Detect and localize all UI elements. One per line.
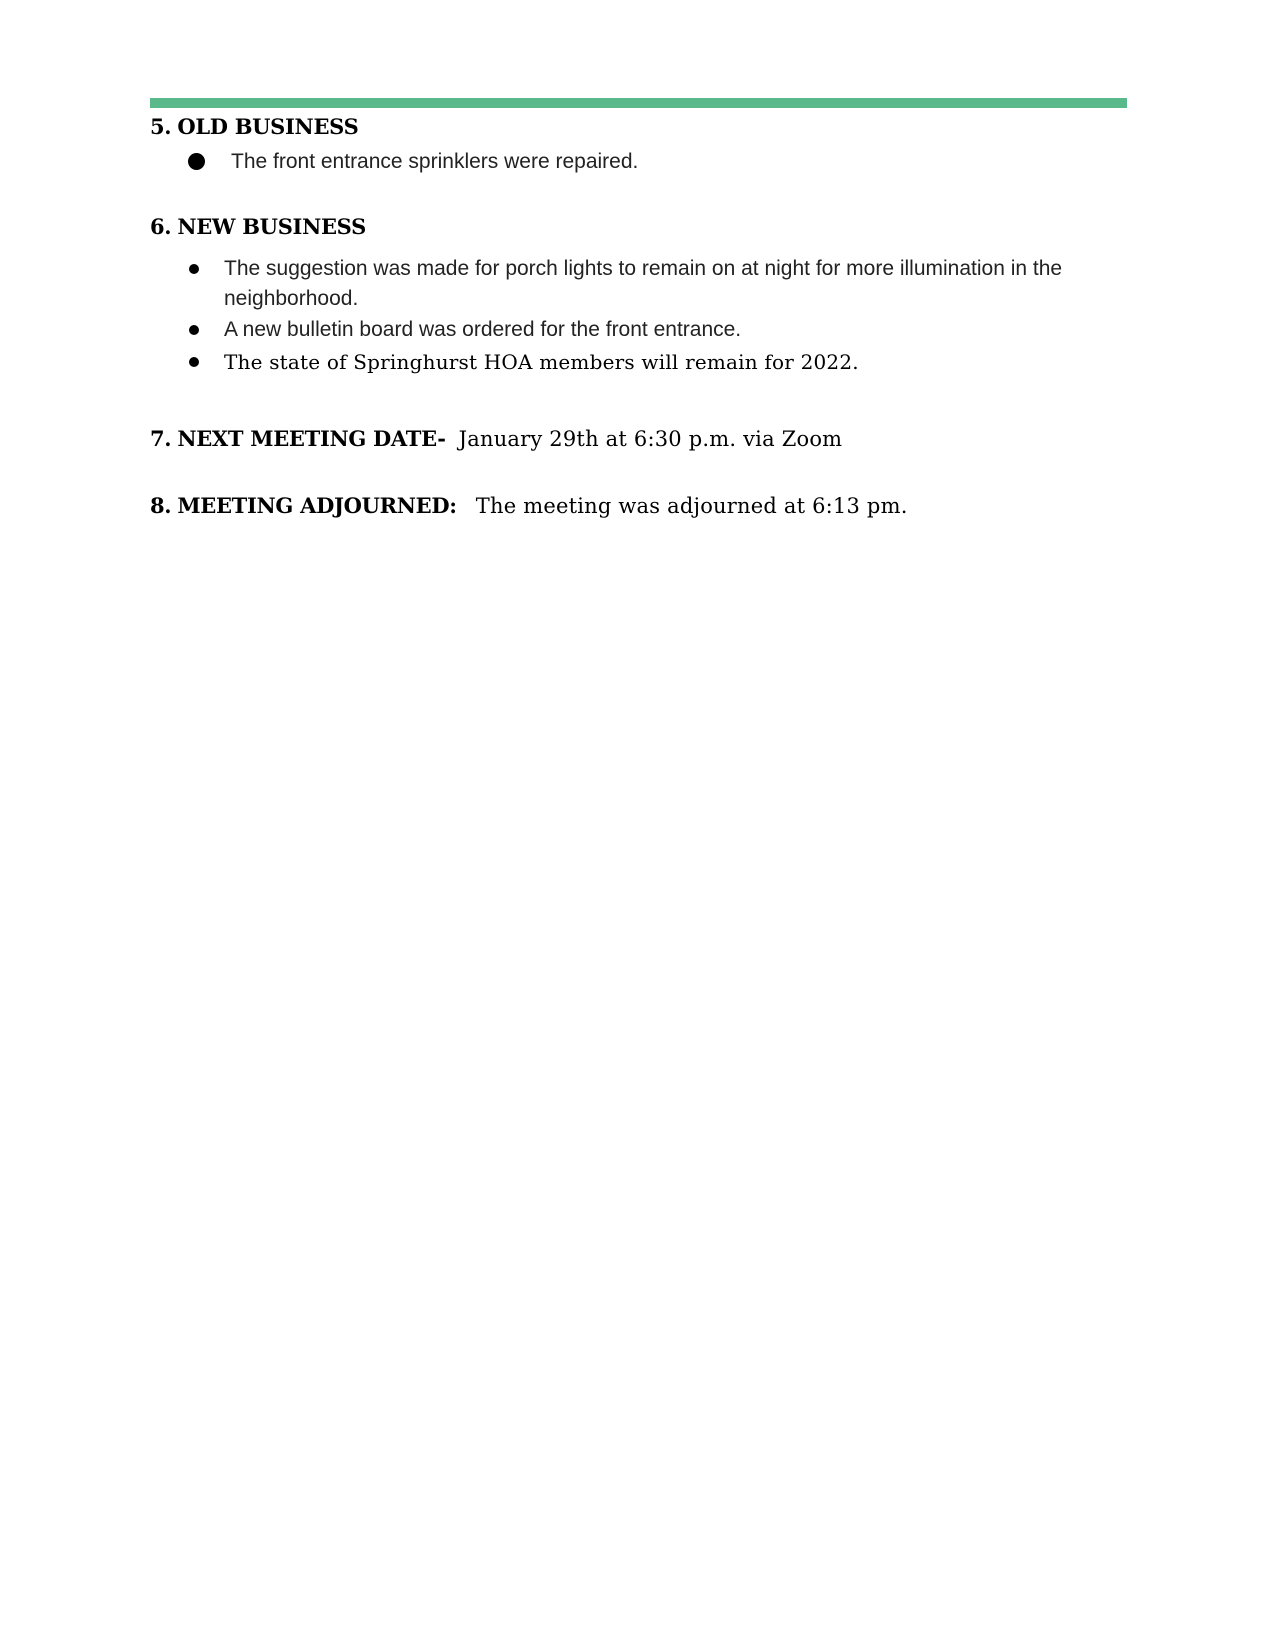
section-number: 8. [150, 493, 172, 518]
list-item [0, 147, 1275, 177]
adjourned-value: The meeting was adjourned at 6:13 pm. [475, 494, 908, 518]
bullet-icon [189, 357, 199, 367]
section-number: 7. [150, 426, 172, 451]
section-heading-old-business [150, 114, 358, 140]
section-number: 5. [150, 114, 172, 139]
section-title: NEW BUSINESS [177, 214, 366, 239]
section-heading-adjourned [150, 493, 908, 519]
list-item-text: The state of Springhurst HOA members will remain for 2022. [224, 350, 859, 374]
section-heading-new-business [150, 214, 366, 240]
section-title: OLD BUSINESS [177, 114, 359, 139]
section-divider [150, 98, 1127, 108]
list-item-text: The front entrance sprinklers were repaired. [231, 150, 639, 173]
section-number: 6. [150, 214, 172, 239]
section-title: NEXT MEETING DATE- [177, 426, 446, 451]
bullet-icon [189, 264, 199, 274]
bullet-icon [188, 153, 205, 170]
next-meeting-value: January 29th at 6:30 p.m. via Zoom [458, 427, 843, 451]
list-item-text: A new bulletin board was ordered for the front entrance. [224, 318, 742, 341]
bullet-icon [189, 325, 199, 335]
list-item [0, 315, 1275, 345]
list-item [0, 347, 1275, 377]
section-heading-next-meeting [150, 426, 842, 452]
list-item [0, 254, 1275, 314]
section-title: MEETING ADJOURNED: [177, 493, 457, 518]
list-item-text: The suggestion was made for porch lights to remain on at night for more illumination in the neighborhood. [224, 257, 1063, 310]
